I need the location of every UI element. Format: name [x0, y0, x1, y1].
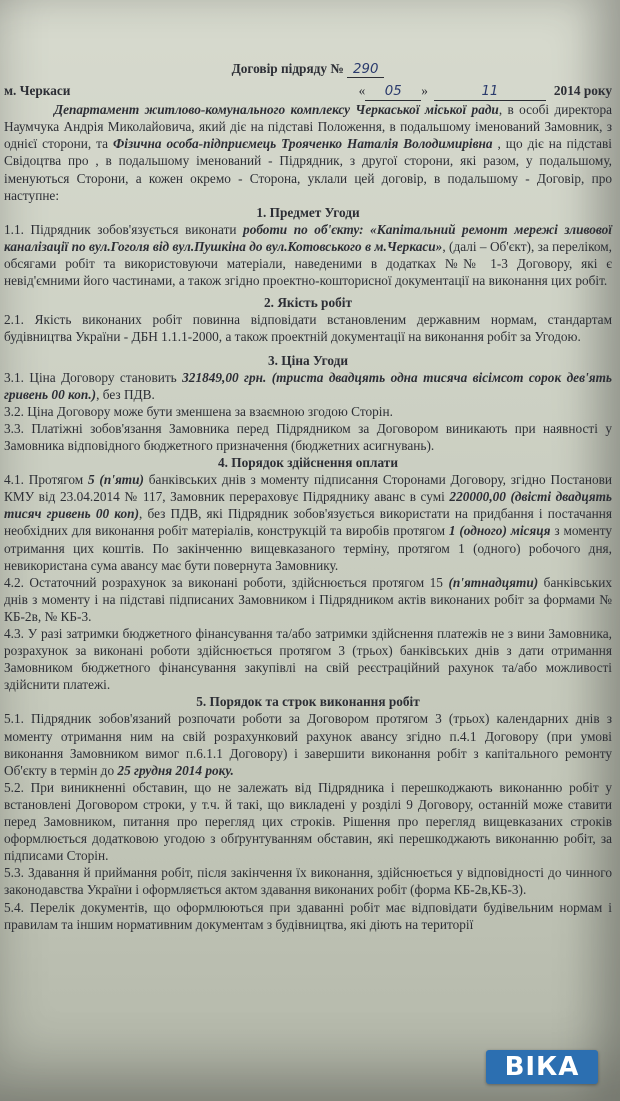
text-run: Замовник [544, 119, 600, 135]
text-run: 220000,00 (двісті двадцять тисяч гривень 00 коп) [4, 489, 612, 522]
place-date-line: м. Черкаси « 05 » 11 2014 року [4, 82, 612, 101]
text-run: Фізична особа-підприємець Трояченко Наталія Володимирівна [112, 136, 493, 152]
city-label: м. Черкаси [4, 83, 71, 99]
text-run: (п'ятнадцяти) [448, 574, 539, 590]
text-run: Сторони [76, 170, 126, 186]
text-run: 1 (одного) місяця [448, 523, 551, 539]
clause-4-3 [4, 625, 612, 693]
section-2-heading: 2. Якість робіт [264, 295, 352, 311]
text-run: , про наступне: [4, 170, 612, 203]
text-run: , що діє на підставі Свідоцтва про , в подальшому іменований - [4, 136, 612, 169]
text-run: 5 (п'яти) [87, 472, 144, 488]
text-run: 4.3. У разі затримки бюджетного фінансування та/або затримки здійснення платежів не з вини Замовника, розрахунок за виконані роботи здійснюється протягом 3 (трьох) банківських днів з дати отримання Замовником бюджетного фінансування закупівлі на свій реєстраційний рахунок [4, 626, 612, 676]
clause-5-3: 5.3. Здавання й приймання робіт, після закінчення їх виконання, здійснюється у відповідності до чинного законодавства України і оформляється актом здавання виконаних робіт (форма КБ-2в,КБ-3). [4, 865, 612, 898]
text-run: 321849,00 грн. (триста двадцять одна тисяча вісімсот сорок дев'ять гривень 00 коп.) [4, 369, 612, 402]
text-run: Департамент житлово-комунального комплексу Черкаської міської ради [54, 102, 499, 118]
text-run: , з однієї сторони, та [4, 119, 612, 152]
text-run: з моменту отримання цих коштів. По закінченню вищевказаного терміну, протягом 1 (одного) робочого дня, невикористана сума авансу має бути повернута Замовнику. [4, 523, 612, 573]
text-run: 4.1. Протягом [4, 472, 88, 488]
text-run: роботи по об'єкту: «Капітальний ремонт мережі зливової каналізації по вул.Гоголя від вул.Пушкіна до вул.Котовського в м.Черкаси» [4, 221, 613, 254]
section-4-heading: 4. Порядок здійснення оплати [218, 455, 398, 471]
clause-3-1 [4, 369, 612, 403]
clause-4-2 [4, 574, 612, 625]
text-run: , без ПДВ. [96, 386, 155, 402]
clause-2-1: 2.1. Якість виконаних робіт повинна відповідати встановленим державним нормам, стандартам будівництва України - ДБН 1.1.1-2000, а також проектній документації на виконання робіт за Угодою. [4, 312, 612, 345]
document-title [4, 60, 612, 78]
title-text: Договір підряду № [231, 61, 344, 76]
clause-3-2: 3.2. Ціна Договору може бути зменшена за взаємною згодою Сторін. [4, 403, 393, 419]
clause-5-1 [4, 710, 612, 778]
contract-document [4, 60, 612, 933]
contract-number: 290 [347, 62, 384, 78]
date-year: 2014 року [553, 83, 612, 99]
text-run: , без ПДВ, які Підрядник зобов'язується використати на придбання і постачання необхідних для виконання робіт матеріалів, конструкцій та виробів протягом [4, 506, 612, 539]
logo-text: ВІКА [504, 1052, 580, 1082]
clause-3-3: 3.3. Платіжні зобов'язання Замовника перед Підрядником за Договором виникають при наявності у Замовника відповідного бюджетного призначення (бюджетних асигнувань). [4, 420, 612, 453]
text-run: , з другої сторони, які разом, у подальшому, іменуються [4, 153, 612, 186]
clause-5-2: 5.2. При виникненні обставин, що не залежать від Підрядника і перешкоджають виконанню робіт у встановлені Договором строки, у т.ч. й такі, що викладені у розділі 9 Договору, останній може ставити перед Замовником, питання про перегляд цих строків. Рішення про перегляд вищевказаних строків оформлюється додатковою угодою з обґрунтуванням обставин, які перешкоджають виконанню робіт, за підписами Сторін. [4, 779, 612, 864]
text-run: банківських днів з моменту підписання Сторонами Договору, згідно Постанови КМУ від 23.04.2014 № 117, Замовник перераховує Підряднику аванс в сумі [4, 472, 612, 505]
text-run: 3.1. Ціна Договору становить [4, 369, 183, 385]
intro-paragraph [4, 101, 612, 204]
date-day: 05 [365, 83, 421, 101]
section-5-heading: 5. Порядок та строк виконання робіт [196, 694, 420, 710]
clause-4-1 [4, 471, 612, 574]
text-run: Договір [536, 170, 582, 186]
section-1-heading: 1. Предмет Угоди [256, 204, 360, 220]
text-run: 1.1. Підрядник зобов'язується виконати [4, 221, 244, 237]
text-run: 4.2. Остаточний розрахунок за виконані роботи, здійснюється протягом [4, 574, 430, 590]
clause-5-4: 5.4. Перелік документів, що оформлюються при здаванні робіт має відповідати будівельним нормам і правилам та іншим нормативним документам з будівництва, які діють на території [4, 899, 612, 932]
vika-watermark-logo [486, 1050, 598, 1084]
text-run: 5.1. Підрядник зобов'язаний розпочати роботи за Договором протягом 3 (трьох) календарних днів з моменту отримання ним на свій розрахунковий рахунок авансу згідно п.4.1 Договору (при умові виконання Замовником вимог п.6.1.1 Договору) і завершити виконання робіт з капітального ремонту Об'єкту в термін до [4, 711, 612, 778]
text-run: , а кожен окремо - Сторона, уклали цей договір, в подальшому - [125, 170, 537, 186]
text-run: банківських днів з моменту і на підставі підписаних Замовником і Підрядником актів виконаних робіт за формами № КБ-2в, № КБ-3. [4, 574, 613, 624]
text-run: 15 [429, 574, 449, 590]
text-run: , в особі директора Наумчука Андрія Миколайовича, який діє на підставі Положення, в подальшому іменований [4, 102, 612, 135]
text-run: та/або можливості здійснити платежі. [4, 660, 612, 693]
section-3-heading: 3. Ціна Угоди [268, 352, 348, 368]
text-run: Підрядник [279, 153, 340, 169]
date-month: 11 [434, 83, 546, 101]
text-run: 25 грудня 2014 року. [117, 762, 234, 778]
text-run: , (далі – Об'єкт), за переліком, обсягами робіт та використовуючи матеріали, наведеними в додатках №№ 1-3 Договору, які є невід'ємними його частинами, а також згідно проектно-кошторисної документації на виконання цих робіт. [4, 238, 612, 289]
clause-1-1 [4, 221, 612, 289]
